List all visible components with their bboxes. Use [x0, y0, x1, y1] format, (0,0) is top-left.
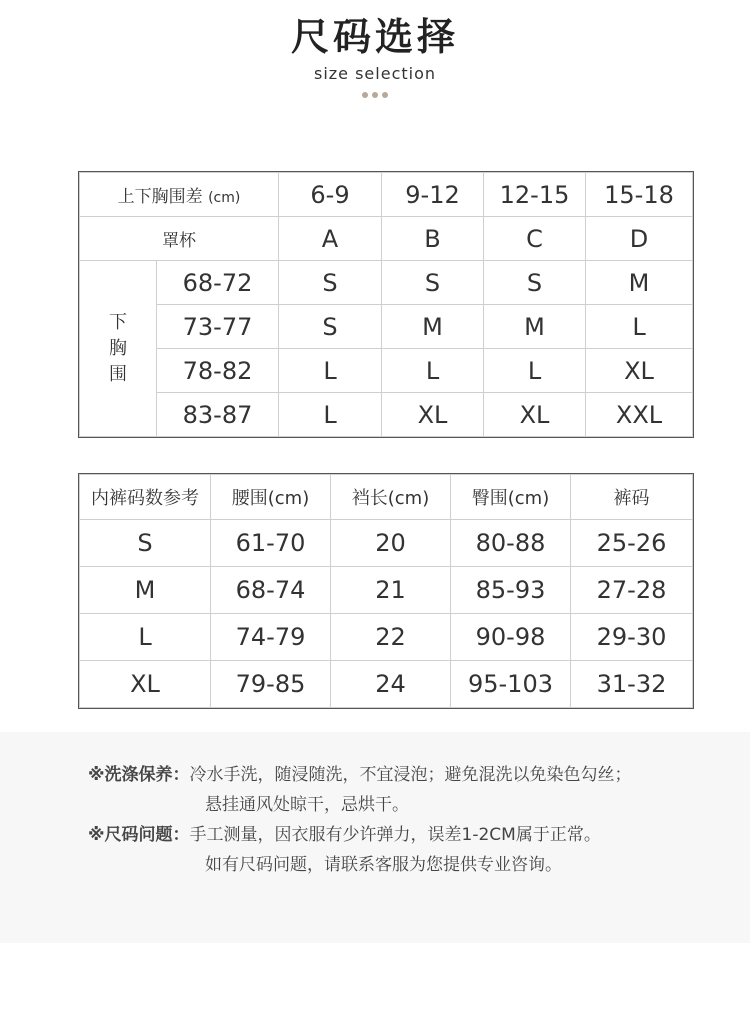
table-cell: S: [80, 520, 211, 567]
table-cell: S: [484, 261, 586, 305]
table-cell: 85-93: [451, 567, 571, 614]
table-cell: 79-85: [211, 661, 331, 708]
table-header-row: [80, 475, 693, 520]
table-cell: A: [279, 217, 382, 261]
table-cell: 12-15: [484, 173, 586, 217]
table-cell: XL: [80, 661, 211, 708]
table-cell: D: [586, 217, 693, 261]
table-row: [80, 261, 693, 305]
table-cell: M: [586, 261, 693, 305]
column-header: 裆长(cm): [331, 475, 451, 520]
size-note-label: ※尺码问题：: [88, 825, 190, 845]
table-cell: 25-26: [571, 520, 693, 567]
wash-text: 冷水手洗，随浸随洗，不宜浸泡；避免混洗以免染色勾丝；: [189, 765, 632, 785]
table-cell: L: [279, 393, 382, 437]
table-cell: L: [80, 614, 211, 661]
table-cell: 22: [331, 614, 451, 661]
page-title: 尺码选择: [290, 15, 459, 59]
table-cell: 68-74: [211, 567, 331, 614]
wash-label: ※洗涤保养：: [88, 765, 190, 785]
wash-line-1: [88, 764, 632, 786]
wash-line-2: 悬挂通风处晾干，忌烘干。: [205, 795, 409, 815]
table-row: [80, 520, 693, 567]
column-header: 内裤码数参考: [80, 475, 211, 520]
table-cell: 20: [331, 520, 451, 567]
table-cell: XL: [586, 349, 693, 393]
table-cell: 9-12: [382, 173, 484, 217]
table-cell: 29-30: [571, 614, 693, 661]
table-cell: 74-79: [211, 614, 331, 661]
care-instructions-panel: [0, 732, 750, 943]
table-cell: 78-82: [157, 349, 279, 393]
underbust-label-char: 下: [109, 311, 127, 333]
size-note-text: 手工测量，因衣服有少许弹力，误差1-2CM属于正常。: [189, 825, 601, 845]
dot-icon: [382, 92, 388, 98]
table-row: [80, 393, 693, 437]
table-cell: C: [484, 217, 586, 261]
table-cell: 6-9: [279, 173, 382, 217]
table-cell: 27-28: [571, 567, 693, 614]
table-cell: XL: [484, 393, 586, 437]
table-row: [80, 349, 693, 393]
underbust-label: [80, 261, 157, 437]
corner-label: 上下胸围差: [117, 187, 203, 207]
table-cell: L: [586, 305, 693, 349]
cup-row-label: 罩杯: [80, 217, 279, 261]
page-subtitle: size selection: [313, 64, 437, 83]
table-cell: 21: [331, 567, 451, 614]
table-cell: S: [279, 305, 382, 349]
table-row: [80, 567, 693, 614]
dot-icon: [372, 92, 378, 98]
column-header: 腰围(cm): [211, 475, 331, 520]
table-cell: 24: [331, 661, 451, 708]
column-header: 裤码: [571, 475, 693, 520]
table-row: [80, 661, 693, 708]
table-cell: L: [382, 349, 484, 393]
table-cell: M: [382, 305, 484, 349]
table-cell: L: [484, 349, 586, 393]
table-cell: 95-103: [451, 661, 571, 708]
dot-icon: [362, 92, 368, 98]
table-cell: M: [484, 305, 586, 349]
table-cell: 90-98: [451, 614, 571, 661]
size-note-line-2: 如有尺码问题，请联系客服为您提供专业咨询。: [205, 855, 562, 875]
table-cell: L: [279, 349, 382, 393]
column-header: 臀围(cm): [451, 475, 571, 520]
table-row: [80, 614, 693, 661]
table-cell: 73-77: [157, 305, 279, 349]
corner-header: [80, 173, 279, 217]
table-row: [80, 305, 693, 349]
table-cell: M: [80, 567, 211, 614]
size-note-line-1: [88, 824, 601, 846]
underbust-label-char: 胸: [109, 337, 127, 359]
table-cell: 68-72: [157, 261, 279, 305]
table-cell: XL: [382, 393, 484, 437]
table-cell: 80-88: [451, 520, 571, 567]
table-cell: S: [382, 261, 484, 305]
table-row: [80, 173, 693, 217]
table-cell: 31-32: [571, 661, 693, 708]
table-cell: B: [382, 217, 484, 261]
table-cell: 61-70: [211, 520, 331, 567]
table-cell: 15-18: [586, 173, 693, 217]
decorative-dots: [0, 92, 750, 98]
bra-size-table: [79, 172, 693, 437]
underbust-label-char: 围: [109, 363, 127, 385]
brief-size-table: [79, 474, 693, 708]
table-cell: S: [279, 261, 382, 305]
table-cell: 83-87: [157, 393, 279, 437]
table-row: [80, 217, 693, 261]
table-cell: XXL: [586, 393, 693, 437]
corner-unit: (cm): [208, 190, 241, 206]
